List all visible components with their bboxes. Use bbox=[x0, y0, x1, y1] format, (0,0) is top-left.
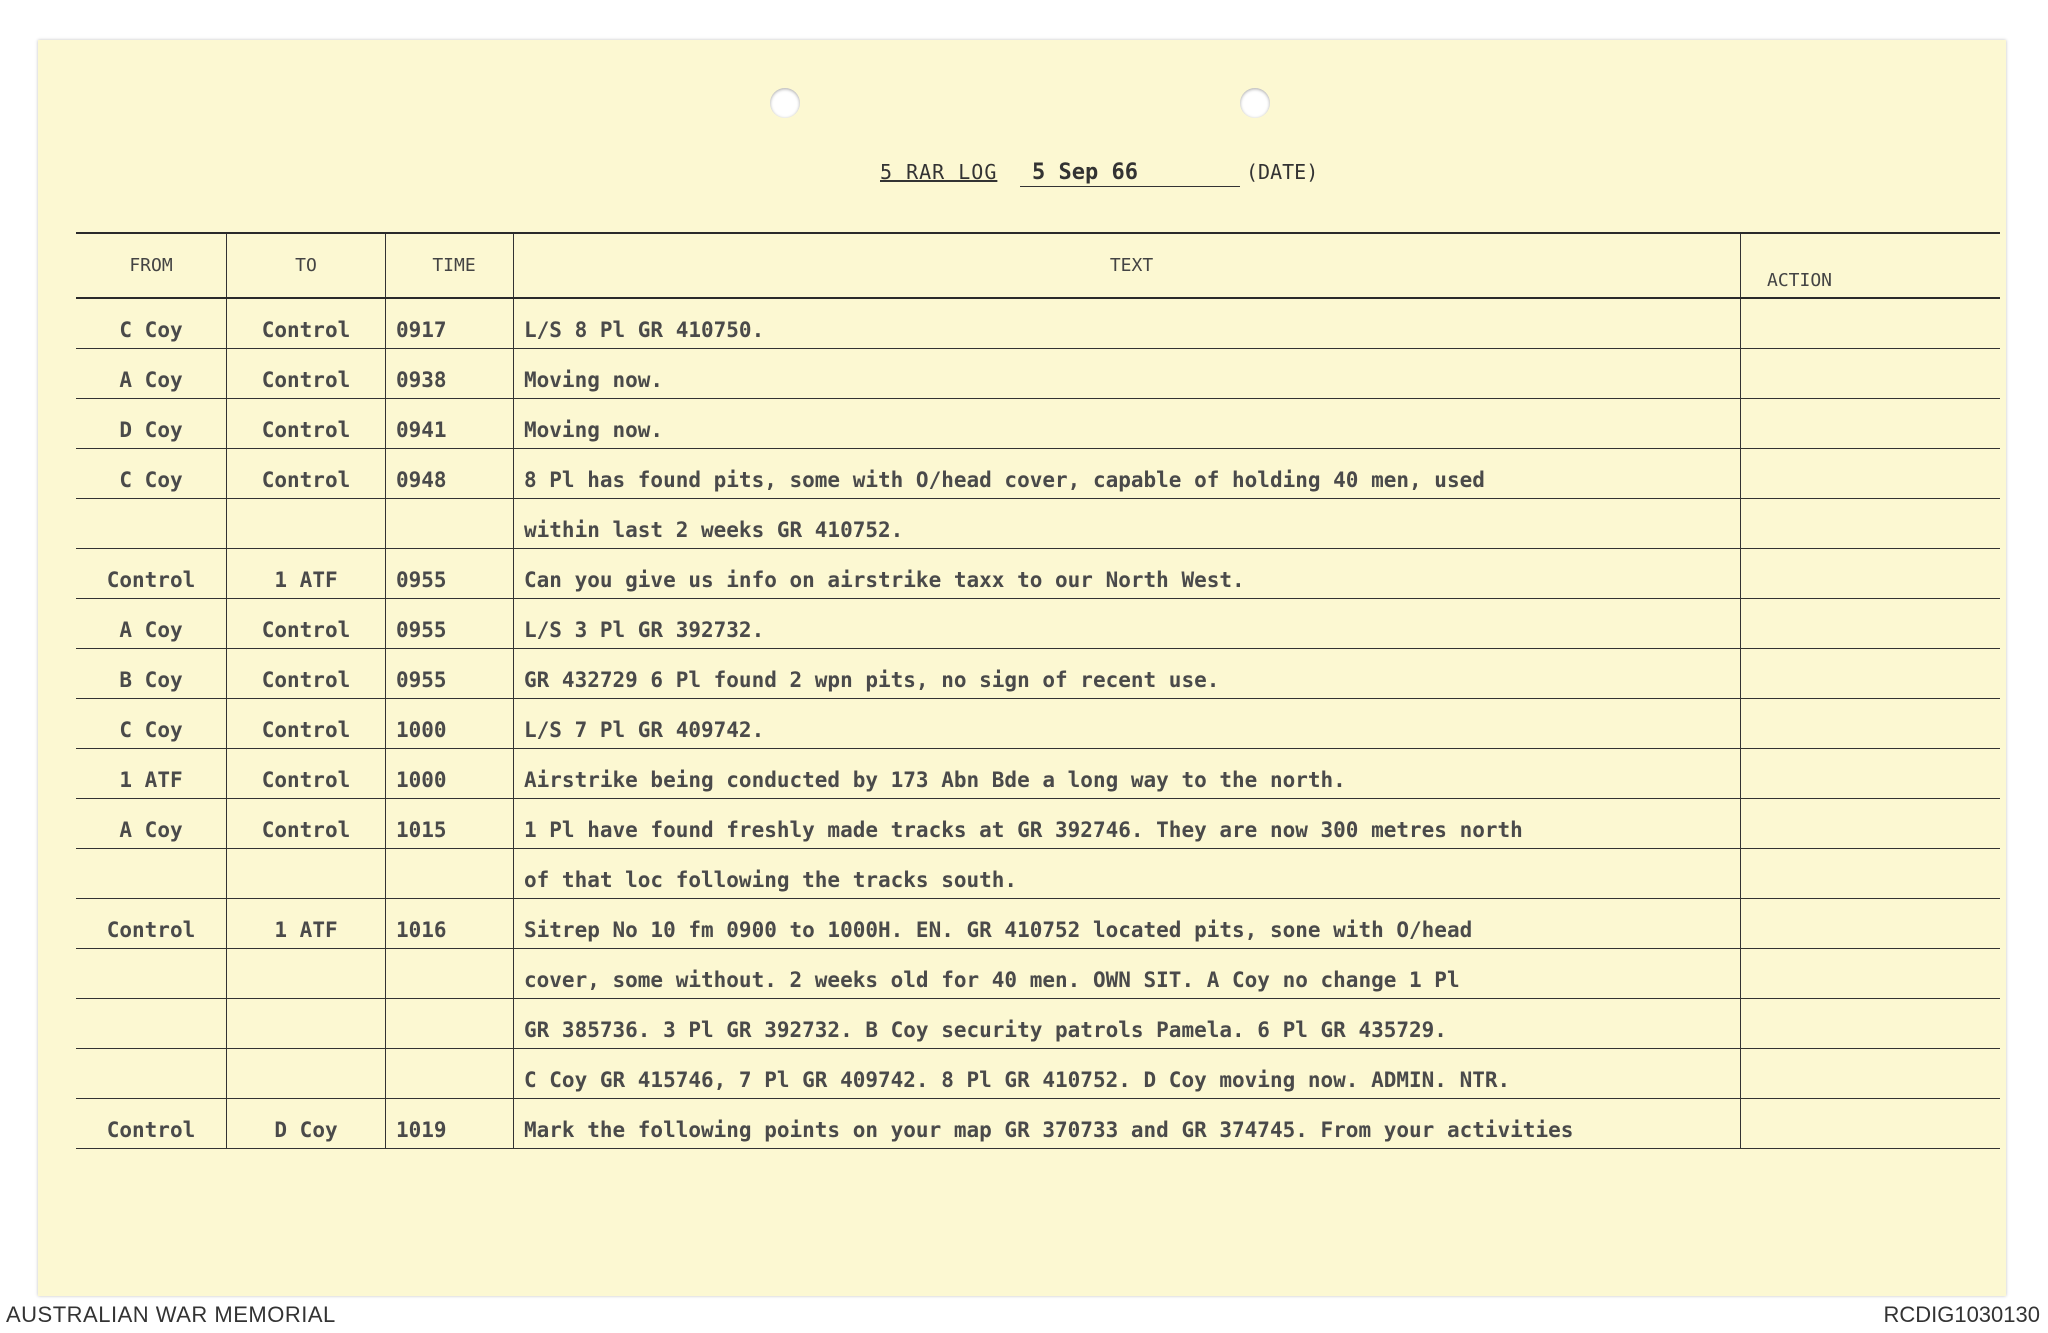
log-row bbox=[76, 749, 2000, 799]
to-value: Control bbox=[261, 668, 351, 692]
punch-hole-left bbox=[770, 88, 800, 118]
to-value: Control bbox=[261, 818, 351, 842]
text-value: Can you give us info on airstrike taxx to our North West. bbox=[524, 568, 1245, 592]
text-value: of that loc following the tracks south. bbox=[524, 868, 1018, 892]
cell-action bbox=[1741, 649, 2001, 699]
log-row bbox=[76, 999, 2000, 1049]
text-value: C Coy GR 415746, 7 Pl GR 409742. 8 Pl GR 410752. D Coy moving now. ADMIN. NTR. bbox=[524, 1068, 1511, 1092]
cell-action bbox=[1741, 298, 2001, 349]
cell-to bbox=[227, 999, 386, 1049]
time-value: 1019 bbox=[396, 1118, 447, 1142]
text-value: L/S 8 Pl GR 410750. bbox=[524, 318, 765, 342]
col-action: ACTION bbox=[1741, 233, 2001, 298]
log-body bbox=[76, 298, 2000, 1149]
cell-from bbox=[76, 349, 227, 399]
cell-time bbox=[386, 449, 514, 499]
to-value: Control bbox=[261, 718, 351, 742]
cell-from bbox=[76, 1099, 227, 1149]
cell-action bbox=[1741, 699, 2001, 749]
cell-from bbox=[76, 999, 227, 1049]
cell-text bbox=[514, 499, 1741, 549]
text-value: Mark the following points on your map GR 370733 and GR 374745. From your activities bbox=[524, 1118, 1574, 1142]
log-row bbox=[76, 1049, 2000, 1099]
cell-time bbox=[386, 649, 514, 699]
to-value: D Coy bbox=[274, 1118, 338, 1142]
cell-action bbox=[1741, 399, 2001, 449]
text-value: Airstrike being conducted by 173 Abn Bde a long way to the north. bbox=[524, 768, 1346, 792]
cell-time bbox=[386, 949, 514, 999]
cell-time bbox=[386, 749, 514, 799]
to-value: 1 ATF bbox=[274, 918, 338, 942]
log-row bbox=[76, 399, 2000, 449]
col-text: TEXT bbox=[514, 233, 1741, 298]
cell-text bbox=[514, 649, 1741, 699]
log-row bbox=[76, 1099, 2000, 1149]
cell-to bbox=[227, 749, 386, 799]
col-to: TO bbox=[227, 233, 386, 298]
time-value: 0948 bbox=[396, 468, 447, 492]
text-value: Moving now. bbox=[524, 368, 664, 392]
cell-to bbox=[227, 399, 386, 449]
cell-time bbox=[386, 999, 514, 1049]
footer-id: RCDIG1030130 bbox=[1883, 1302, 2040, 1327]
cell-action bbox=[1741, 899, 2001, 949]
cell-action bbox=[1741, 1049, 2001, 1099]
to-value: Control bbox=[261, 368, 351, 392]
cell-text bbox=[514, 1099, 1741, 1149]
cell-action bbox=[1741, 449, 2001, 499]
cell-from bbox=[76, 298, 227, 349]
cell-to bbox=[227, 799, 386, 849]
log-table bbox=[76, 232, 2000, 1149]
from-value: A Coy bbox=[119, 818, 183, 842]
cell-from bbox=[76, 599, 227, 649]
cell-text bbox=[514, 599, 1741, 649]
cell-text bbox=[514, 349, 1741, 399]
log-row bbox=[76, 649, 2000, 699]
cell-from bbox=[76, 549, 227, 599]
cell-from bbox=[76, 699, 227, 749]
text-value: cover, some without. 2 weeks old for 40 men. OWN SIT. A Coy no change 1 Pl bbox=[524, 968, 1460, 992]
time-value: 0955 bbox=[396, 568, 447, 592]
time-value: 1015 bbox=[396, 818, 447, 842]
text-value: Sitrep No 10 fm 0900 to 1000H. EN. GR 410752 located pits, sone with O/head bbox=[524, 918, 1473, 942]
log-row bbox=[76, 449, 2000, 499]
from-value: Control bbox=[106, 918, 196, 942]
time-value: 1000 bbox=[396, 718, 447, 742]
text-value: 8 Pl has found pits, some with O/head cover, capable of holding 40 men, used bbox=[524, 468, 1485, 492]
cell-action bbox=[1741, 749, 2001, 799]
cell-time bbox=[386, 399, 514, 449]
cell-time bbox=[386, 899, 514, 949]
to-value: Control bbox=[261, 418, 351, 442]
time-value: 0955 bbox=[396, 668, 447, 692]
cell-action bbox=[1741, 799, 2001, 849]
time-value: 0938 bbox=[396, 368, 447, 392]
to-value: Control bbox=[261, 618, 351, 642]
cell-from bbox=[76, 949, 227, 999]
date-label: (DATE) bbox=[1246, 160, 1319, 184]
cell-text bbox=[514, 749, 1741, 799]
from-value: C Coy bbox=[119, 318, 183, 342]
cell-text bbox=[514, 449, 1741, 499]
cell-from bbox=[76, 399, 227, 449]
text-value: Moving now. bbox=[524, 418, 664, 442]
cell-text bbox=[514, 799, 1741, 849]
text-value: L/S 3 Pl GR 392732. bbox=[524, 618, 765, 642]
cell-to bbox=[227, 949, 386, 999]
cell-action bbox=[1741, 549, 2001, 599]
to-value: Control bbox=[261, 318, 351, 342]
time-value: 1000 bbox=[396, 768, 447, 792]
cell-time bbox=[386, 599, 514, 649]
text-value: GR 385736. 3 Pl GR 392732. B Coy security patrols Pamela. 6 Pl GR 435729. bbox=[524, 1018, 1447, 1042]
cell-time bbox=[386, 1099, 514, 1149]
cell-time bbox=[386, 699, 514, 749]
col-time: TIME bbox=[386, 233, 514, 298]
cell-time bbox=[386, 349, 514, 399]
cell-time bbox=[386, 849, 514, 899]
from-value: Control bbox=[106, 568, 196, 592]
time-value: 0955 bbox=[396, 618, 447, 642]
cell-text bbox=[514, 549, 1741, 599]
log-row bbox=[76, 549, 2000, 599]
cell-to bbox=[227, 549, 386, 599]
cell-action bbox=[1741, 599, 2001, 649]
from-value: C Coy bbox=[119, 468, 183, 492]
text-value: GR 432729 6 Pl found 2 wpn pits, no sign of recent use. bbox=[524, 668, 1220, 692]
from-value: 1 ATF bbox=[119, 768, 183, 792]
cell-action bbox=[1741, 1099, 2001, 1149]
cell-to bbox=[227, 899, 386, 949]
cell-to bbox=[227, 298, 386, 349]
cell-time bbox=[386, 1049, 514, 1099]
from-value: Control bbox=[106, 1118, 196, 1142]
cell-to bbox=[227, 699, 386, 749]
from-value: D Coy bbox=[119, 418, 183, 442]
cell-time bbox=[386, 499, 514, 549]
cell-from bbox=[76, 749, 227, 799]
cell-text bbox=[514, 399, 1741, 449]
log-row bbox=[76, 499, 2000, 549]
cell-text bbox=[514, 699, 1741, 749]
text-value: within last 2 weeks GR 410752. bbox=[524, 518, 904, 542]
cell-from bbox=[76, 799, 227, 849]
cell-text bbox=[514, 999, 1741, 1049]
log-row bbox=[76, 599, 2000, 649]
cell-to bbox=[227, 1099, 386, 1149]
cell-to bbox=[227, 499, 386, 549]
to-value: Control bbox=[261, 468, 351, 492]
time-value: 1016 bbox=[396, 918, 447, 942]
cell-from bbox=[76, 899, 227, 949]
cell-text bbox=[514, 849, 1741, 899]
cell-to bbox=[227, 449, 386, 499]
cell-action bbox=[1741, 849, 2001, 899]
text-value: 1 Pl have found freshly made tracks at GR 392746. They are now 300 metres north bbox=[524, 818, 1523, 842]
log-date: 5 Sep 66 bbox=[1032, 160, 1138, 185]
cell-action bbox=[1741, 349, 2001, 399]
text-value: L/S 7 Pl GR 409742. bbox=[524, 718, 765, 742]
to-value: 1 ATF bbox=[274, 568, 338, 592]
footer bbox=[0, 1300, 2048, 1333]
log-row bbox=[76, 349, 2000, 399]
log-header-row bbox=[76, 233, 2000, 298]
cell-from bbox=[76, 849, 227, 899]
cell-to bbox=[227, 649, 386, 699]
time-value: 0917 bbox=[396, 318, 447, 342]
punch-hole-right bbox=[1240, 88, 1270, 118]
cell-to bbox=[227, 599, 386, 649]
cell-from bbox=[76, 499, 227, 549]
log-row bbox=[76, 699, 2000, 749]
cell-to bbox=[227, 349, 386, 399]
from-value: C Coy bbox=[119, 718, 183, 742]
footer-source: AUSTRALIAN WAR MEMORIAL bbox=[6, 1302, 336, 1327]
cell-time bbox=[386, 799, 514, 849]
from-value: A Coy bbox=[119, 618, 183, 642]
cell-text bbox=[514, 949, 1741, 999]
time-value: 0941 bbox=[396, 418, 447, 442]
log-row bbox=[76, 949, 2000, 999]
to-value: Control bbox=[261, 768, 351, 792]
cell-action bbox=[1741, 999, 2001, 1049]
cell-text bbox=[514, 1049, 1741, 1099]
cell-from bbox=[76, 649, 227, 699]
log-row bbox=[76, 899, 2000, 949]
log-header bbox=[880, 160, 1440, 190]
col-from: FROM bbox=[76, 233, 227, 298]
cell-time bbox=[386, 298, 514, 349]
cell-text bbox=[514, 298, 1741, 349]
date-underline bbox=[1020, 186, 1240, 187]
cell-from bbox=[76, 449, 227, 499]
log-row bbox=[76, 298, 2000, 349]
cell-action bbox=[1741, 949, 2001, 999]
log-title: 5 RAR LOG bbox=[880, 160, 998, 184]
cell-to bbox=[227, 849, 386, 899]
cell-text bbox=[514, 899, 1741, 949]
log-row bbox=[76, 849, 2000, 899]
cell-to bbox=[227, 1049, 386, 1099]
from-value: A Coy bbox=[119, 368, 183, 392]
log-row bbox=[76, 799, 2000, 849]
cell-time bbox=[386, 549, 514, 599]
cell-from bbox=[76, 1049, 227, 1099]
from-value: B Coy bbox=[119, 668, 183, 692]
cell-action bbox=[1741, 499, 2001, 549]
